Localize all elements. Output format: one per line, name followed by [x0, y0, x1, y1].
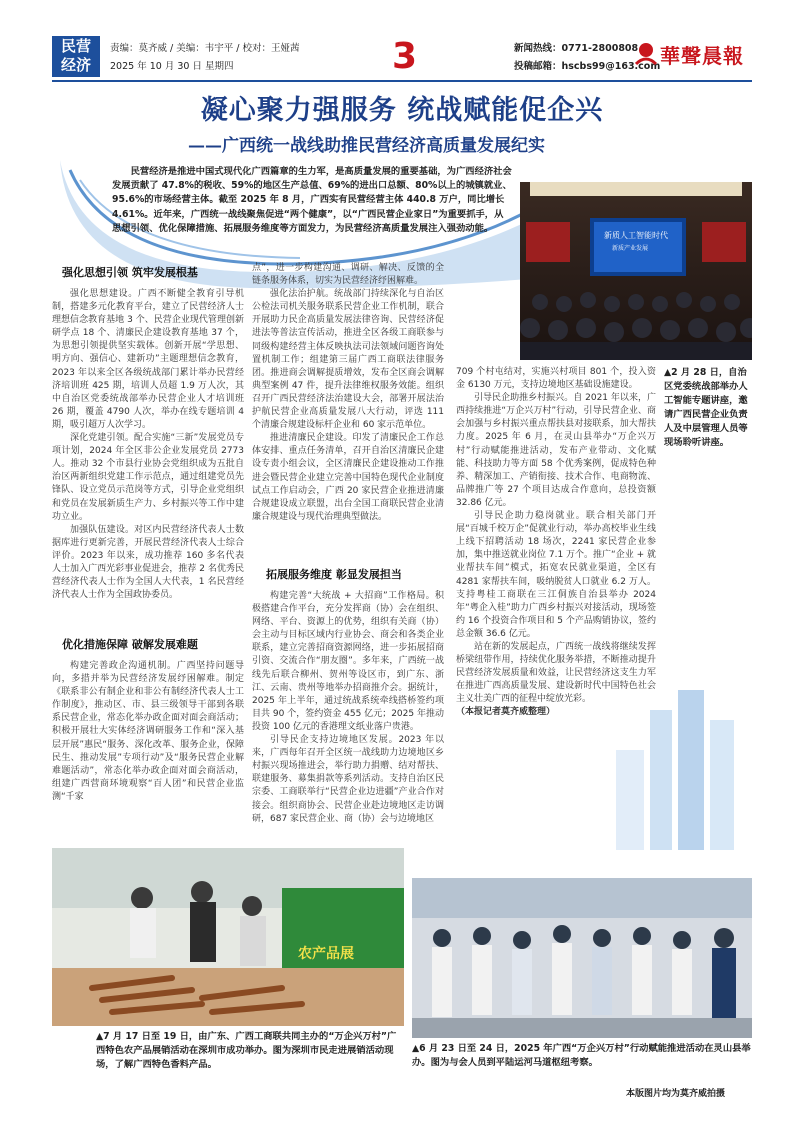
paragraph: 引导民企助力稳岗就业。联合相关部门开展“百城千校万企”促就业行动，举办高校毕业生线上线下招聘活动 18 场次，2241 家民营企业参加，集中推送就业岗位 7.1 万个。推广“企业 + 就业帮扶车间”模式，拓宽农民就业渠道，全区有 4281 家帮扶车间，吸纳脱贫人口就业 6.2 万人。支持粤桂工商联在三江侗族自治县举办 2024 年“粤企入桂”助力广西乡村振兴对接活动，现场签约 16 个投资合作项目和 5 个产品购销协议，签约总金额 36.6 亿元。	[456, 511, 656, 639]
section-heading-3: 拓展服务维度 彰显发展担当	[266, 568, 402, 581]
column-1-top	[52, 288, 244, 602]
column-3	[456, 366, 656, 720]
article-intro: 民营经济是推进中国式现代化广西篇章的生力军，是高质量发展的重要基础，为广西经济社会发展贡献了 47.8%的税收、59%的地区生产总值、69%的进出口总额、80%以上的城镇就业、95.6%的市场经营主体。截至 2025 年 8 月，广西实有民营经营主体 440.8 万户，同比增长 4.61%。近年来，广西统一战线聚焦促进“两个健康”，以“广西民营企业家日”为重要抓手，从思想引领、优化保障措施、拓展服务维度等方面发力，为民营经济高质量发展注入强劲动能。	[112, 166, 512, 234]
screen-subheading: 新质产业发展	[612, 245, 649, 252]
news-hotline: 新闻热线：0771-2800808	[514, 43, 639, 54]
editors-line: 责编：莫齐威 / 美编：韦宇平 / 校对：王娅茜	[110, 43, 300, 54]
paragraph: 构建完善“大统战 + 大招商”工作格局。积极搭建合作平台，充分发挥商（协）会在组织、网络、平台、资源上的优势，组织有关商（协）会主动与目标区域内行业协会、商会和各类企业联系，建立完善招商资源网络，进一步拓展招商引资、交流合作“朋友圈”。多年来，广西统一战线先后联合柳州、贺州等设区市，到广东、浙江、云南、贵州等地举办招商推介会。据统计，2025 年上半年，通过统战系统牵线搭桥签约项目共 90 个，签约资金 455 亿元；2025 年推动投资 100 亿元的香港理文纸业落户贵港。	[252, 591, 444, 732]
paragraph: 深化党建引领。配合实施“三新”发展党员专项计划，2024 年全区非公企业发展党员 2773 人。推动 32 个市县行业协会党组织成为五批自治区两新组织党建工作示范点，通过组建党员先锋队、设立党员示范岗等方式，引导企业党组织和党员在发展新质生产力、乡村振兴等工作中建功立业。	[52, 433, 244, 522]
photo-product-expo	[52, 848, 404, 1026]
caption-ai-lecture: ▲2 月 28 日，自治区党委统战部举办人工智能专题讲座，邀请广西民营企业负责人及中层管理人员等现场聆听讲座。	[664, 367, 748, 448]
paragraph: 709 个村屯结对，实施兴村项目 801 个，投入资金 6130 万元，支持边境地区基础设施建设。	[456, 367, 656, 391]
paragraph: 强化思想建设。广西不断健全教育引导机制，搭建多元化教育平台，建立了民营经济人士理想信念教育基地 3 个、民营企业现代管理创新研学点 18 个、清廉民企建设教育基地 37 个，为思想引领提供坚实载体。创新开展“学思想、明方向、强信心、建新功”主题理想信念教育，2023 年以来全区各级统战部门累计举办民营经济培训班 425 期，培训人员超 1.9 万人次，其中自治区党委统战部举办民营企业人才培训班 26 期，覆盖 4790 人次，举办在线专题培训 4 期，吸引超万人次学习。	[52, 289, 244, 430]
decorative-buildings	[520, 690, 752, 850]
paragraph: 站在新的发展起点，广西统一战线将继续发挥桥梁纽带作用，持续优化服务举措，不断推动提升民营经济发展质量和效益，让民营经济这支生力军在推进广西高质量发展、建设新时代中国特色社会主义壮美广西的征程中绽放光彩。	[456, 641, 656, 705]
paragraph: 引导民企支持边境地区发展。2023 年以来，广西每年召开全区统一战线助力边境地区乡村振兴现场推进会，举行助力捐赠、结对帮扶、联建服务、募集捐款等系列活动。支持自治区民宗委、工商联举行“民营企业边进疆”产业合作对接会。组织商协会、民营企业赴边境地区走访调研，687 家民营企业、商（协）会与边境地区	[252, 735, 444, 824]
header-rule	[52, 80, 752, 82]
caption-product-expo: ▲7 月 17 日至 19 日，由广东、广西工商联共同主办的“万企兴万村”广西特色农产品展销活动在深圳市成功举办。图为深圳市民走进展销活动现场，了解广西特色香料产品。	[96, 1031, 397, 1070]
photo-ai-lecture	[520, 182, 752, 360]
byline: （本报记者莫齐威整理）	[456, 707, 556, 718]
photo-credit: 本版图片均为莫齐威拍摄	[626, 1089, 726, 1099]
booth-sign: 农产品展	[298, 946, 354, 962]
section-tag-line-2: 经济	[60, 56, 91, 74]
masthead-emblem-icon	[634, 40, 658, 68]
page-number: 3	[392, 36, 418, 77]
screen-heading: 新质人工智能时代	[604, 231, 668, 240]
column-1-bottom	[52, 660, 244, 804]
article-title: 凝心聚力强服务 统战赋能促企兴	[200, 95, 604, 126]
section-tag-line-1: 民营	[60, 37, 91, 55]
column-2-top	[252, 262, 444, 524]
paragraph: 引导民企助推乡村振兴。自 2021 年以来，广西持续推进“万企兴万村”行动，引导民营企业、商会加强与乡村振兴重点帮扶县对接联系，加大帮扶力度。2025 年 6 月，在灵山县举办“万企兴万村”行动赋能推进活动，发布产业带动、文化赋能、科技助力等方面 58 个优秀案例，促成特色种养、精深加工、产销衔接、技术合作、电商物流、品牌推广等 27 个项目达成合作意向，总投资额 32.86 亿元。	[456, 393, 656, 508]
paragraph: 构建完善政企沟通机制。广西坚持问题导向，多措并举为民营经济发展纾困解难。制定《联系非公有制企业和非公有制经济代表人士工作制度》，推动区、市、县三级领导干部到各联系民营企业，常态化举办政企面对面会商活动；积极开展壮大实体经济调研服务工作和“深入基层开展”惠民“服务、深化改革、服务企业，保障民生、推动发展”专项行动”及“服务民营企业解难题活动”，常态化举办政企面对面会商活动，组建广西营商环境观察“百人团”和民营企业监测“千家	[52, 661, 244, 802]
issue-date: 2025 年 10 月 30 日 星期四	[110, 61, 234, 72]
caption-canal-visit: ▲6 月 23 日至 24 日，2025 年广西“万企兴万村”行动赋能推进活动在灵山县举办。图为与会人员到平陆运河马道枢纽考察。	[412, 1043, 751, 1068]
section-heading-2: 优化措施保障 破解发展难题	[62, 638, 198, 651]
submission-email: 投稿邮箱：hscbs99@163.com	[514, 61, 661, 72]
article-subtitle: ——广西统一战线助推民营经济高质量发展纪实	[188, 136, 545, 156]
paragraph: 点”，进一步构建沟通、调研、解决、反馈的全链条服务体系，切实为民营经济纾困解难。	[252, 263, 444, 287]
column-2-bottom	[252, 590, 444, 826]
masthead-logo: 華聲晨報	[660, 44, 744, 68]
section-tag	[52, 36, 100, 77]
paragraph: 推进清廉民企建设。印发了清廉民企工作总体安排、重点任务清单，召开自治区清廉民企建设专责小组会议，全区清廉民企建设推动工作推进会暨民营企业建立完善中国特色现代企业制度试点工作启动会，广西 20 家民营企业推进清廉合规建设成立联盟，出台全国工商联民营企业清廉合规建设与现代治理典型做法。	[252, 433, 444, 522]
paragraph: 加强队伍建设。对区内民营经济代表人士数据库进行更新完善，开展民营经济代表人士综合评价。2023 年以来，成功推荐 160 多名代表人士加入广西光彩事业促进会，推荐 2 名优秀民营经济代表人士作为全国人大代表，1 名民营经济代表人士作为全国政协委员。	[52, 524, 244, 601]
photo-canal-visit	[412, 878, 752, 1038]
section-heading-1: 强化思想引领 筑牢发展根基	[62, 266, 198, 279]
paragraph: 强化法治护航。统战部门持续深化与自治区公检法司机关服务联系民营企业工作机制，联合开展助力民企高质量发展法律咨询、民营经济促进法等普法宣传活动，推进全区各级工商联参与同级构建经营主体反映执法司法领域问题咨询处置机制工作；组建第三届广西工商联法律服务团。推进商会调解提质增效，发布全区商会调解典型案例 47 件，提升法律维权服务效能。组织召开广西民营经济法治建设大会，部署开展法治护航民营企业高质量发展八大行动，评选 111 个清廉合规建设标杆企业和 60 家示范单位。	[252, 289, 444, 431]
